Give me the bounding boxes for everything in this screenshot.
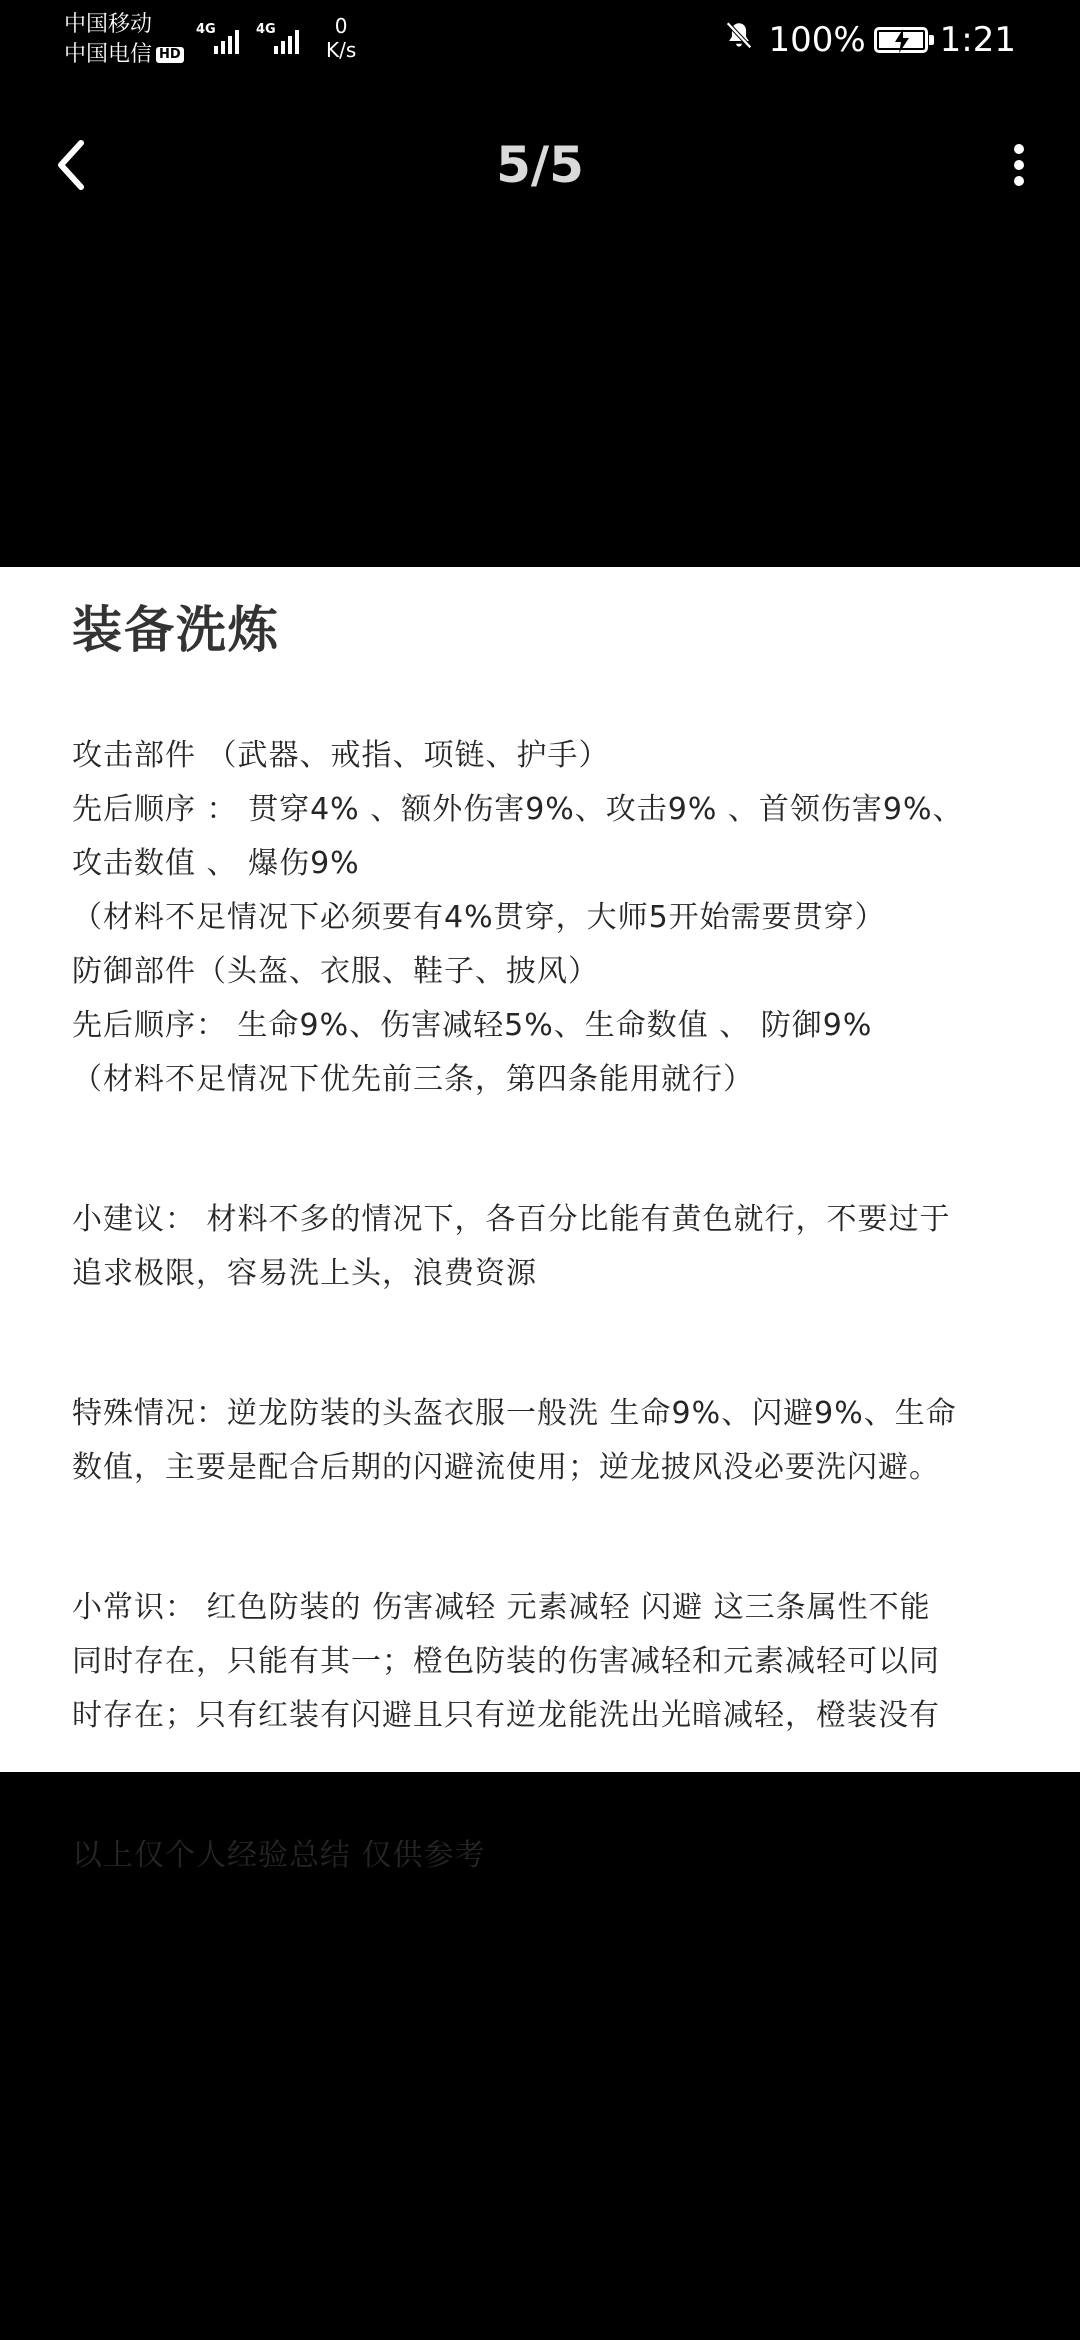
paragraph-spacer — [72, 1123, 1020, 1177]
carrier-2: 中国电信 — [64, 42, 153, 67]
net-speed-unit: K/s — [326, 38, 357, 62]
mute-bell-icon — [722, 19, 756, 62]
clock: 1:21 — [939, 20, 1016, 60]
status-right-group — [722, 18, 1016, 62]
document-line: 以上仅个人经验总结 仅供参考 — [72, 1838, 486, 1873]
document-line: 先后顺序： 生命9%、伤害减轻5%、生命数值 、 防御9% — [72, 1008, 873, 1043]
document-body — [72, 729, 1020, 1883]
battery-percent: 100% — [768, 20, 866, 60]
carrier-1: 中国移动 — [64, 12, 153, 37]
document-line: 时存在；只有红装有闪避且只有逆龙能洗出光暗减轻，橙装没有 — [72, 1698, 940, 1733]
document-line: 特殊情况：逆龙防装的头盔衣服一般洗 生命9%、闪避9%、生命 — [72, 1396, 957, 1431]
more-vertical-icon — [1013, 143, 1025, 187]
document-line: 小常识： 红色防装的 伤害减轻 元素减轻 闪避 这三条属性不能 — [72, 1590, 931, 1625]
document-line: （材料不足情况下优先前三条，第四条能用就行） — [72, 1062, 754, 1097]
carrier-info — [64, 10, 184, 70]
document-line: 攻击数值 、 爆伤9% — [72, 846, 360, 881]
more-options-button[interactable] — [994, 130, 1044, 200]
document-title: 装备洗炼 — [72, 601, 280, 659]
viewer-top-bar — [0, 110, 1080, 220]
signal-icon: 4G — [196, 18, 250, 58]
document-line: 数值，主要是配合后期的闪避流使用；逆龙披风没必要洗闪避。 — [72, 1450, 940, 1485]
paragraph-spacer — [72, 1511, 1020, 1565]
document-line: 同时存在，只能有其一；橙色防装的伤害减轻和元素减轻可以同 — [72, 1644, 940, 1679]
hd-badge: HD — [156, 47, 184, 63]
page-indicator: 5/5 — [496, 136, 584, 194]
document-line: 追求极限，容易洗上头，浪费资源 — [72, 1256, 537, 1291]
document-line: 攻击部件 （武器、戒指、项链、护手） — [72, 738, 610, 773]
signal-icon: 4G — [256, 18, 310, 58]
net-speed-value: 0 — [334, 14, 348, 38]
battery-charging-icon — [874, 27, 928, 53]
network-speed — [326, 14, 356, 62]
status-bar — [0, 0, 1080, 80]
document-image[interactable] — [0, 567, 1080, 1873]
paragraph-spacer — [72, 1759, 1020, 1813]
paragraph-spacer — [72, 1317, 1020, 1371]
document-line: 先后顺序 ： 贯穿4% 、额外伤害9%、攻击9% 、首领伤害9%、 — [72, 792, 964, 827]
document-line: 防御部件（头盔、衣服、鞋子、披风） — [72, 954, 599, 989]
document-line: 小建议： 材料不多的情况下，各百分比能有黄色就行，不要过于 — [72, 1202, 951, 1237]
document-line: （材料不足情况下必须要有4%贯穿，大师5开始需要贯穿） — [72, 900, 886, 935]
